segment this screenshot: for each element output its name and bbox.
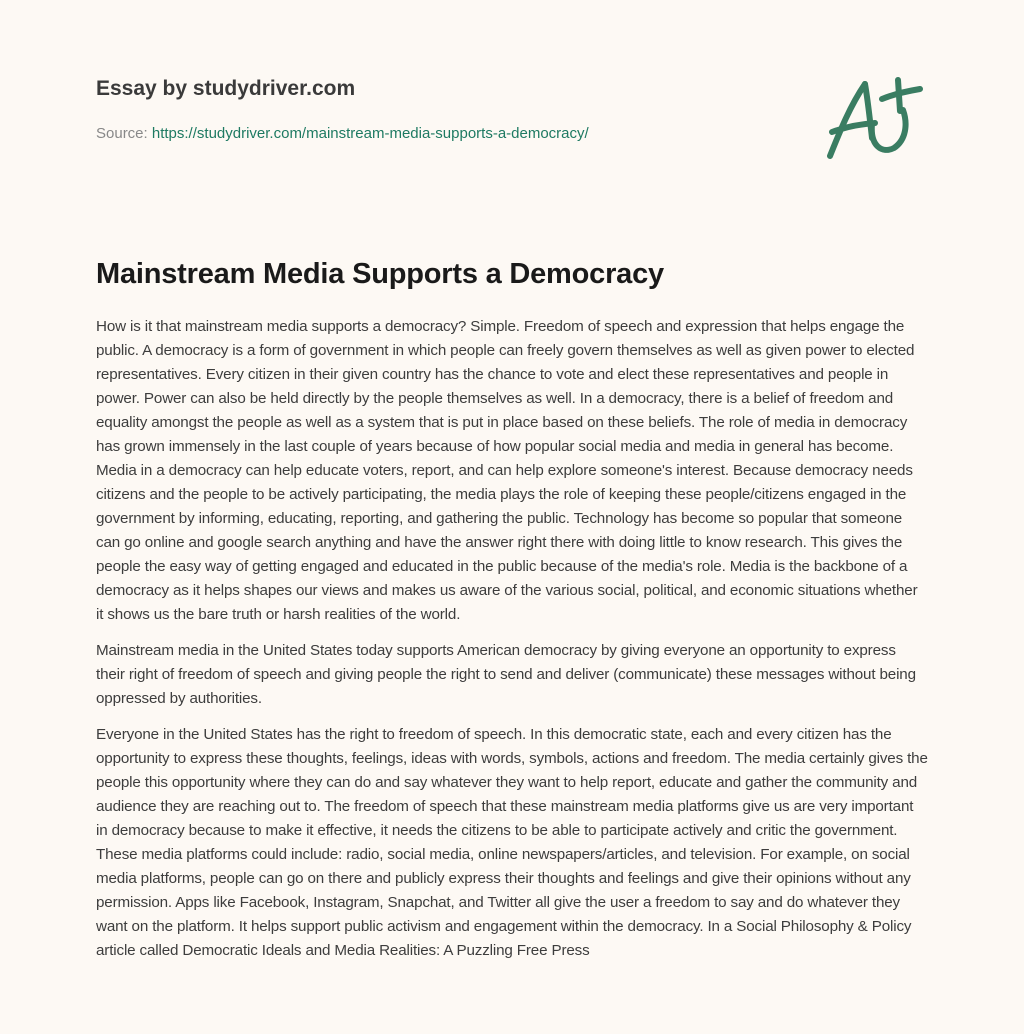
document-title: Mainstream Media Supports a Democracy [96,258,664,290]
a-plus-grade-icon [820,66,930,166]
site-title: Essay by studydriver.com [96,77,356,100]
paragraph: How is it that mainstream media supports a democracy? Simple. Freedom of speech and expression that helps engage the public. A democracy is a form of government in which people can freely govern themselves as well as given power to elected representatives. Every citizen in their given country has the chance to vote and elect these representatives and people in power. Power can also be held directly by the people themselves as well. In a democracy, there is a belief of freedom and equality amongst the people as well as a system that is put in place based on these beliefs. The role of media in democracy has grown immensely in the last couple of years because of how popular social media and media in general has become. Media in a democracy can help educate voters, report, and can help explore someone's interest. Because democracy needs citizens and the people to be actively participating, the media plays the role of keeping these people/citizens engaged in the government by informing, educating, reporting, and gathering the public. Technology has become so popular that someone can go online and google search anything and have the answer right there with doing little to know research. This gives the people the easy way of getting engaged and educated in the public because of the media's role. Media is the backbone of a democracy as it helps shapes our views and makes us aware of the various social, political, and economic situations whether it shows us the bare truth or harsh realities of the world. [96,318,918,623]
source-link[interactable]: https://studydriver.com/mainstream-media-supports-a-democracy/ [151,125,589,142]
essay-body [96,315,928,975]
paragraph: Mainstream media in the United States today supports American democracy by giving everyone an opportunity to express their right of freedom of speech and giving people the right to send and deliver (communicate) these messages without being oppressed by authorities. [96,642,916,707]
source-line [96,124,816,144]
source-label: Source: [96,125,148,142]
paragraph: Everyone in the United States has the right to freedom of speech. In this democratic state, each and every citizen has the opportunity to express these thoughts, feelings, ideas with words, symbols, actions and freedom. The media certainly gives the people this opportunity where they can do and say whatever they want to help report, educate and gather the community and audience they are reaching out to. The freedom of speech that these mainstream media platforms give us are very important in democracy because to make it effective, it needs the citizens to be able to participate actively and critic the government. These media platforms could include: radio, social media, online newspapers/articles, and television. For example, on social media platforms, people can go on there and publicly express their thoughts and feelings and give their opinions without any permission. Apps like Facebook, Instagram, Snapchat, and Twitter all give the user a freedom to say and do whatever they want on the platform. It helps support public activism and engagement within the democracy. In a Social Philosophy & Policy article called Democratic Ideals and Media Realities: A Puzzling Free Press [96,726,928,959]
essay-header [96,74,816,144]
